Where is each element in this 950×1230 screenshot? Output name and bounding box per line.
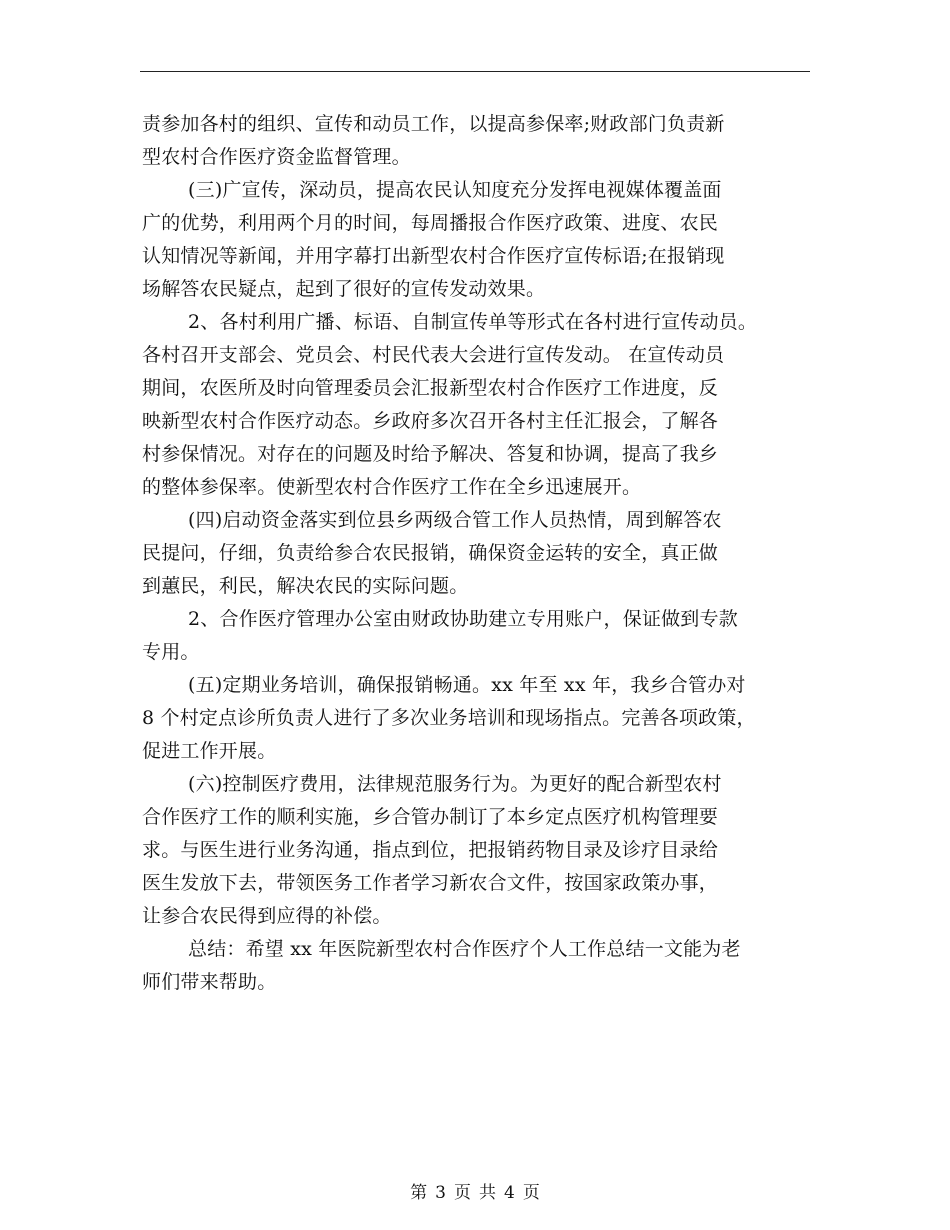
text-line: 村参保情况。对存在的问题及时给予解决、答复和协调，提高了我乡 (142, 443, 719, 465)
text-line: 总结：希望 xx 年医院新型农村合作医疗个人工作总结一文能为老 (188, 938, 741, 960)
text-line: 到蕙民，利民，解决农民的实际问题。 (142, 575, 469, 597)
total-pages: 4 (504, 1183, 515, 1203)
text-line: (三)广宣传，深动员，提高农民认知度充分发挥电视媒体覆盖面 (188, 179, 722, 201)
text-line: (五)定期业务培训，确保报销畅通。xx 年至 xx 年，我乡合管办对 (188, 674, 746, 696)
header-rule (140, 71, 810, 72)
text-line: 认知情况等新闻，并用字幕打出新型农村合作医疗宣传标语;在报销现 (142, 245, 725, 267)
text-line: 促进工作开展。 (142, 740, 277, 762)
page-footer (0, 1182, 950, 1204)
text-line: 型农村合作医疗资金监督管理。 (142, 146, 411, 168)
text-line: 2、各村利用广播、标语、自制宣传单等形式在各村进行宣传动员。 (188, 311, 758, 333)
text-line: 医生发放下去，带领医务工作者学习新农合文件，按国家政策办事， (142, 872, 719, 894)
footer-gong: 共 (479, 1183, 496, 1203)
footer-ye-2: 页 (522, 1183, 540, 1203)
text-line: 各村召开支部会、党员会、村民代表大会进行宣传发动。 在宣传动员 (142, 344, 725, 366)
text-line: 8 个村定点诊所负责人进行了多次业务培训和现场指点。完善各项政策， (142, 707, 756, 729)
text-line: 师们带来帮助。 (142, 971, 277, 993)
text-line: 的整体参保率。使新型农村合作医疗工作在全乡迅速展开。 (142, 476, 642, 498)
text-line: (四)启动资金落实到位县乡两级合管工作人员热情，周到解答农 (188, 509, 722, 531)
text-line: 让参合农民得到应得的补偿。 (142, 905, 392, 927)
text-line: 2、合作医疗管理办公室由财政协助建立专用账户，保证做到专款 (188, 608, 738, 630)
text-line: 场解答农民疑点，起到了很好的宣传发动效果。 (142, 278, 546, 300)
footer-di: 第 (410, 1183, 428, 1203)
text-line: 合作医疗工作的顺利实施，乡合管办制订了本乡定点医疗机构管理要 (142, 806, 719, 828)
page-number: 3 (435, 1183, 446, 1203)
text-line: 广的优势，利用两个月的时间，每周播报合作医疗政策、进度、农民 (142, 212, 719, 234)
text-line: 责参加各村的组织、宣传和动员工作，以提高参保率;财政部门负责新 (142, 113, 725, 135)
text-line: (六)控制医疗费用，法律规范服务行为。为更好的配合新型农村 (188, 773, 722, 795)
text-line: 专用。 (142, 641, 200, 663)
text-line: 求。与医生进行业务沟通，指点到位，把报销药物目录及诊疗目录给 (142, 839, 719, 861)
text-line: 民提问，仔细，负责给参合农民报销，确保资金运转的安全，真正做 (142, 542, 719, 564)
text-line: 映新型农村合作医疗动态。乡政府多次召开各村主任汇报会，了解各 (142, 410, 719, 432)
text-line: 期间，农医所及时向管理委员会汇报新型农村合作医疗工作进度，反 (142, 377, 719, 399)
footer-ye: 页 (454, 1183, 471, 1203)
